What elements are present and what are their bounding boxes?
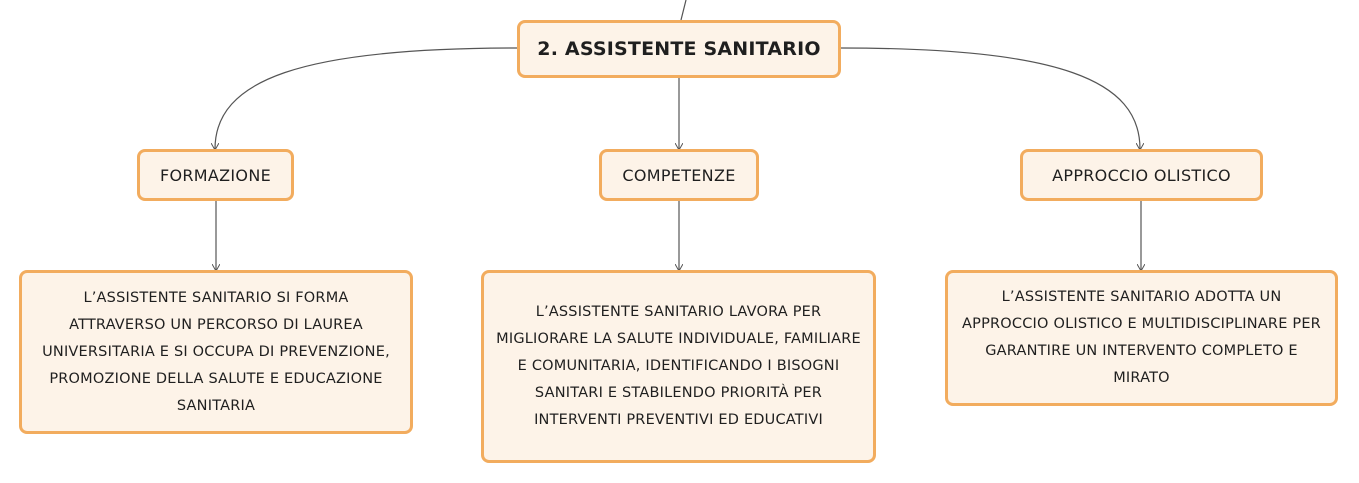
detail-approccio-olistico-text: L’ASSISTENTE SANITARIO ADOTTA UN APPROCCIO OLISTICO E MULTIDISCIPLINARE PER GARANTIRE UN INTERVENTO COMPLETO E MIRATO — [962, 289, 1321, 386]
central-topic-label: 2. ASSISTENTE SANITARIO — [537, 38, 821, 60]
detail-competenze[interactable] — [481, 270, 876, 463]
branch-competenze[interactable] — [599, 149, 759, 201]
central-topic[interactable] — [517, 20, 841, 78]
connector-central-approccio — [841, 48, 1140, 149]
detail-formazione-text: L’ASSISTENTE SANITARIO SI FORMA ATTRAVERSO UN PERCORSO DI LAUREA UNIVERSITARIA E SI OCCUPA DI PREVENZIONE, PROMOZIONE DELLA SALUTE E EDUCAZIONE SANITARIA — [42, 289, 390, 414]
detail-formazione[interactable] — [19, 270, 413, 434]
parent-connector — [681, 0, 686, 20]
branch-formazione[interactable] — [137, 149, 294, 201]
detail-approccio-olistico[interactable] — [945, 270, 1338, 406]
branch-approccio-olistico[interactable] — [1020, 149, 1263, 201]
connector-central-formazione — [215, 48, 517, 149]
branch-formazione-label: FORMAZIONE — [159, 165, 271, 185]
branch-approccio-olistico-label: APPROCCIO OLISTICO — [1052, 165, 1231, 185]
detail-competenze-text: L’ASSISTENTE SANITARIO LAVORA PER MIGLIORARE LA SALUTE INDIVIDUALE, FAMILIARE E COMUNITARIA, IDENTIFICANDO I BISOGNI SANITARI E STABILENDO PRIORITÀ PER INTERVENTI PREVENTIVI ED EDUCATIVI — [496, 304, 861, 428]
branch-competenze-label: COMPETENZE — [622, 165, 736, 185]
